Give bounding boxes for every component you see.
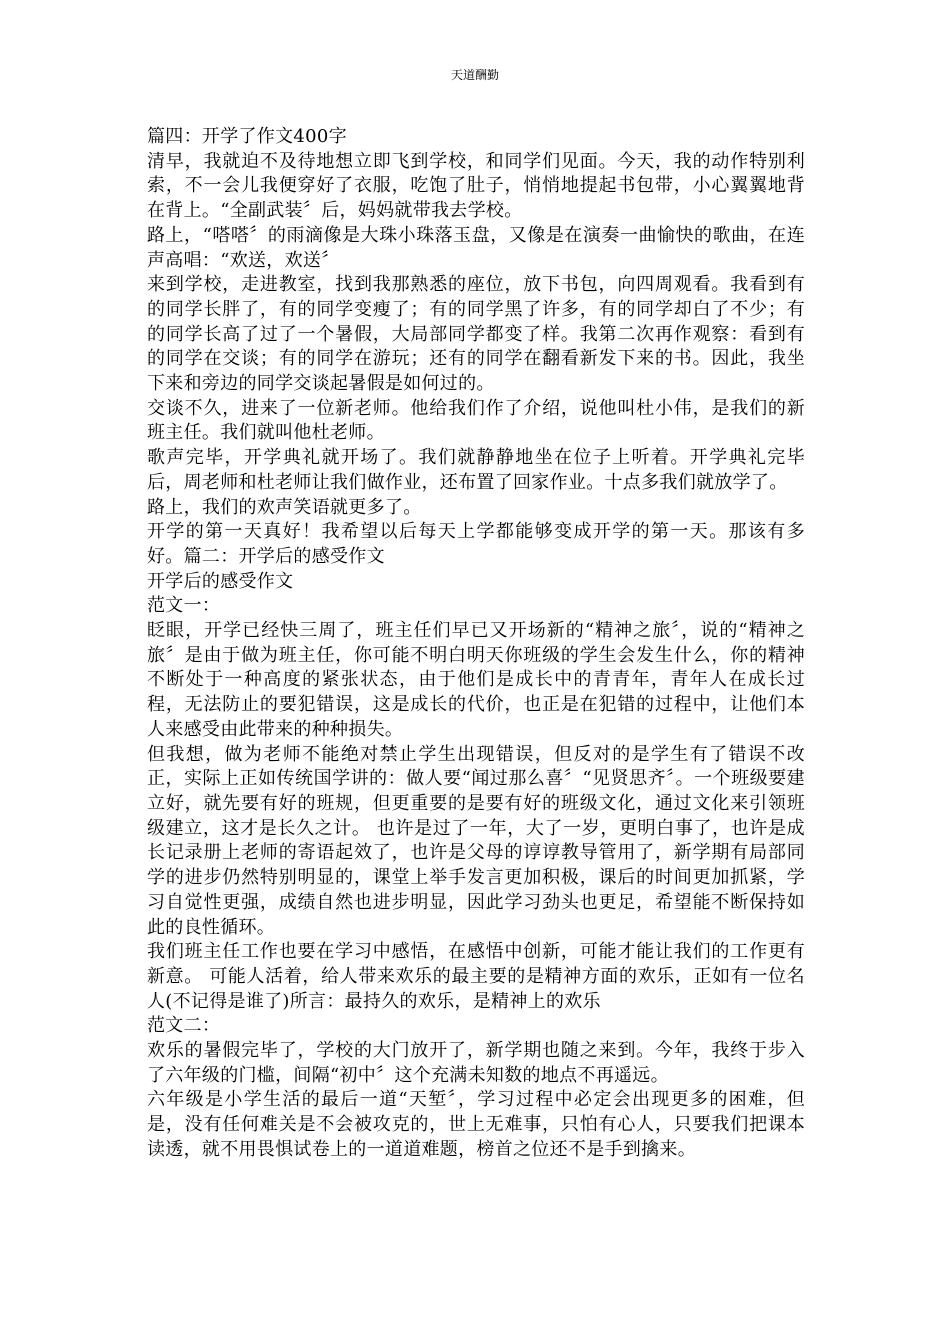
page-header: 天道酬勤 — [450, 68, 499, 82]
essay-title-paragraph: 篇四：开学了作文400字 — [147, 126, 347, 147]
document-body — [147, 125, 805, 1163]
body-paragraph: 开学的第一天真好！我希望以后每天上学都能够变成开学的第一天。那该有多好。篇二：开学后的感受作文 — [147, 521, 805, 567]
body-paragraph: 路上，我们的欢声笑语就更多了。 — [147, 496, 422, 518]
body-paragraph: 欢乐的暑假完毕了，学校的大门放开了，新学期也随之来到。今年，我终于步入了六年级的门槛，间隔“初中〞这个充满未知数的地点不再遥远。 — [147, 1040, 805, 1086]
body-paragraph: 交谈不久，进来了一位新老师。他给我们作了介绍，说他叫杜小伟，是我们的新班主任。我们就叫他杜老师。 — [147, 397, 805, 444]
body-paragraph: 六年级是小学生活的最后一道“天堑〞，学习过程中必定会出现更多的困难，但是，没有任何难关是不会被攻克的，世上无难事，只怕有心人，只要我们把课本读透，就不用畏惧试卷上的一道道难题，榜首之位还不是手到擒来。 — [147, 1089, 805, 1160]
body-paragraph: 我们班主任工作也要在学习中感悟，在感悟中创新，可能才能让我们的工作更有新意。 可能人活着，给人带来欢乐的最主要的是精神方面的欢乐，正如有一位名人(不记得是谁了)所言：最持久的欢乐，是精神上的欢乐 — [147, 941, 805, 1012]
sample-label-paragraph: 范文二： — [147, 1015, 221, 1037]
section-title-paragraph: 开学后的感受作文 — [147, 570, 294, 592]
sample-label-paragraph: 范文一： — [147, 595, 221, 617]
body-paragraph: 清早，我就迫不及待地想立即飞到学校，和同学们见面。今天，我的动作特别利索，不一会儿我便穿好了衣服，吃饱了肚子，悄悄地提起书包带，小心翼翼地背在背上。“全副武装〞后，妈妈就带我去学校。 — [147, 150, 805, 222]
body-paragraph: 眨眼，开学已经快三周了，班主任们早已又开场新的“精神之旅〞，说的“精神之旅〞是由于做为班主任，你可能不明白明天你班级的学生会发生什么，你的精神不断处于一种高度的紧张状态，由于他们是成长中的青青年，青年人在成长过程，无法防止的要犯错误，这是成长的代价，也正是在犯错的过程中，让他们本人来感受由此带来的种种损失。 — [147, 620, 805, 740]
body-paragraph: 来到学校，走进教室，找到我那熟悉的座位，放下书包，向四周观看。我看到有的同学长胖了，有的同学变瘦了；有的同学黑了许多，有的同学却白了不少；有的同学长高了过了一个暑假，大局部同学都变了样。我第二次再作观察：看到有的同学在交谈；有的同学在游玩；还有的同学在翻看新发下来的书。因此，我坐下来和旁边的同学交谈起暑假是如何过的。 — [147, 274, 805, 395]
body-paragraph: 但我想，做为老师不能绝对禁止学生出现错误，但反对的是学生有了错误不改正，实际上正如传统国学讲的：做人要“闻过那么喜〞“见贤思齐〞。一个班级要建立好，就先要有好的班规，但更重要的是要有好的班级文化，通过文化来引领班级建立，这才是长久之计。 也许是过了一年，大了一岁，更明白事了，也许是成长记录册上老师的寄语起效了，也许是父母的谆谆教导管用了，新学期有局部同学的进步仍然特别明显的，课堂上举手发言更加积极，课后的时间更加抓紧，学习自觉性更强，成绩自然也进步明显，因此学习劲头也更足，希望能不断保持如此的良性循环。 — [147, 743, 805, 938]
body-paragraph: 路上，“嗒嗒〞的雨滴像是大珠小珠落玉盘，又像是在演奏一曲愉快的歌曲，在连声高唱：“欢送，欢送〞 — [147, 224, 805, 271]
body-paragraph: 歌声完毕，开学典礼就开场了。我们就静静地坐在位子上听着。开学典礼完毕后，周老师和杜老师让我们做作业，还布置了回家作业。十点多我们就放学了。 — [147, 447, 805, 493]
